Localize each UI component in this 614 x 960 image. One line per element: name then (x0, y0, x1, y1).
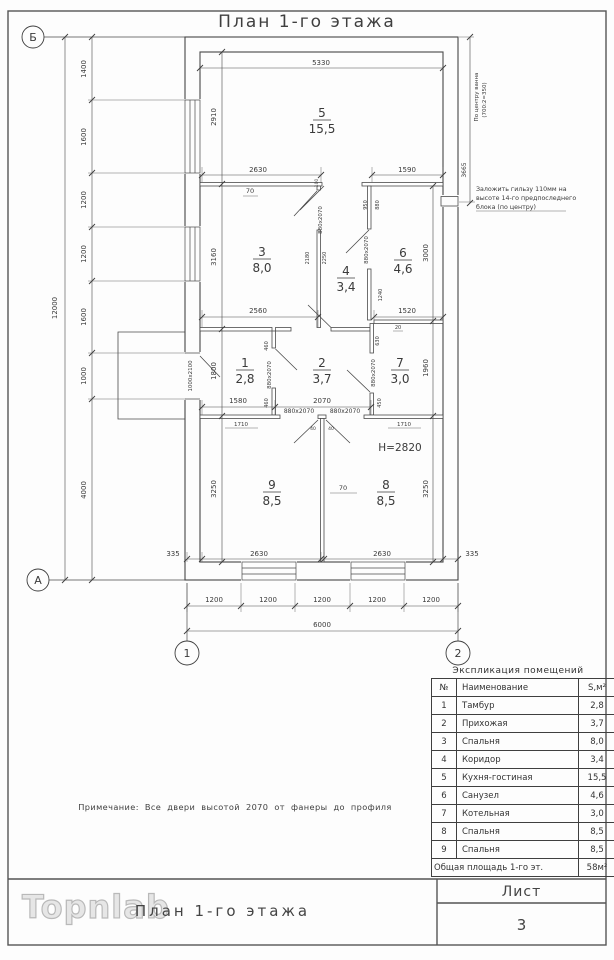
room-area: 8,0 (252, 261, 272, 275)
header-num: № (432, 679, 457, 697)
room-number: 5 (318, 106, 326, 120)
room-number: 3 (258, 245, 266, 259)
room-area: 3,4 (336, 280, 356, 294)
cell-name: Тамбур (457, 697, 579, 715)
dim-label: 1600 (80, 308, 88, 326)
room-area: 8,5 (376, 494, 396, 508)
room-number: 4 (342, 264, 350, 278)
dim-label: 5330 (312, 59, 330, 67)
axis-label: Б (29, 31, 37, 44)
table-row (432, 751, 614, 769)
cell-num: 7 (432, 805, 457, 823)
cell-num: 3 (432, 733, 457, 751)
room-number: 2 (318, 356, 326, 370)
cell-area: 8,5 (579, 841, 614, 859)
room-number: 6 (399, 246, 407, 260)
dim-label: 1240 (378, 288, 384, 302)
room-number: 7 (396, 356, 404, 370)
door-size-label: 880х2070 (364, 236, 370, 264)
door-leaves (200, 186, 370, 443)
dim-label: 2630 (250, 550, 268, 558)
table-row (432, 841, 614, 859)
dim-label: 1590 (398, 166, 416, 174)
dim-label: 335 (465, 550, 479, 558)
right-annotations (461, 73, 576, 211)
bath-center-note: По центру ванна (474, 72, 480, 122)
dim-label: 2630 (249, 166, 267, 174)
dim-label: 1200 (313, 596, 331, 604)
dim-label: 460 (264, 341, 270, 351)
header-name: Наименование (457, 679, 579, 697)
table-row (432, 805, 614, 823)
dim-label: 1200 (422, 596, 440, 604)
dim-label: 1200 (259, 596, 277, 604)
sleeve-note-line: высоте 14-го предпоследнего (476, 195, 577, 202)
door-size-label: 880х2070 (283, 408, 315, 415)
dim-label: 12000 (51, 296, 59, 320)
table-header-row (432, 679, 614, 697)
door-size-label: 880х2070 (329, 408, 361, 415)
bath-center-note: (700:2=350) (482, 82, 488, 118)
room-area: 4,6 (393, 262, 413, 276)
table-row (432, 823, 614, 841)
dim-label: 1200 (368, 596, 386, 604)
dim-label: 3665 (461, 162, 468, 178)
dim-label: 3250 (422, 480, 430, 498)
dim-label: 1960 (422, 359, 430, 377)
dim-label: 3000 (422, 244, 430, 262)
cell-area: 15,5 (579, 769, 614, 787)
door-size-label: 880х2070 (318, 206, 324, 234)
dim-label: 2560 (249, 307, 267, 315)
total-label: Общая площадь 1-го эт. (432, 859, 579, 877)
dimension-lines (65, 37, 470, 631)
ceiling-height-label: H=2820 (378, 442, 422, 454)
room-label-3 (252, 245, 271, 275)
room-area: 3,0 (390, 372, 410, 386)
dimension-labels (51, 59, 479, 629)
room-label-9 (262, 478, 281, 508)
cell-name: Котельная (457, 805, 579, 823)
dim-label: 40 (328, 427, 334, 432)
dim-label: 2910 (210, 108, 218, 126)
cell-num: 2 (432, 715, 457, 733)
dim-label: 2180 (305, 251, 311, 265)
cell-area: 3,0 (579, 805, 614, 823)
axis-label: 2 (454, 647, 462, 660)
dim-label: 70 (245, 187, 255, 195)
cell-name: Санузел (457, 787, 579, 805)
dim-label: 70 (338, 484, 348, 492)
cell-area: 3,7 (579, 715, 614, 733)
header-area: S,м² (579, 679, 614, 697)
table-row (432, 733, 614, 751)
dim-label: 1800 (210, 362, 218, 380)
dim-label: 3250 (210, 480, 218, 498)
sleeve-note-line: Заложить гильзу 110мм на (476, 186, 567, 193)
dim-label: 2250 (322, 251, 328, 265)
door-size-label: 880х2070 (267, 361, 273, 389)
room-label-8 (376, 478, 395, 508)
cell-area: 2,8 (579, 697, 614, 715)
dim-label: 1710 (397, 422, 411, 428)
room-number: 1 (241, 356, 249, 370)
room-area: 8,5 (262, 494, 282, 508)
room-area: 15,5 (308, 122, 336, 136)
cell-num: 4 (432, 751, 457, 769)
dim-label: 450 (377, 398, 383, 408)
cell-area: 3,4 (579, 751, 614, 769)
dim-label: 880 (375, 200, 381, 210)
axis-label: А (34, 574, 42, 587)
room-label-5 (309, 106, 336, 136)
room-label-7 (390, 356, 409, 386)
table-title: Экспликация помещений (452, 666, 584, 676)
porch-outline (118, 332, 185, 419)
dim-label: 460 (264, 398, 270, 408)
dim-label: 4000 (80, 481, 88, 499)
cell-name: Коридор (457, 751, 579, 769)
cell-name: Спальня (457, 823, 579, 841)
room-explication (431, 666, 608, 877)
cell-num: 8 (432, 823, 457, 841)
title-block-drawing-title: План 1-го этажа (134, 902, 311, 920)
logo: Topnlab (22, 888, 170, 926)
page-title: План 1-го этажа (218, 12, 396, 32)
table-row (432, 715, 614, 733)
cell-num: 6 (432, 787, 457, 805)
cell-name: Спальня (457, 841, 579, 859)
dim-label: 6000 (313, 621, 331, 629)
cell-area: 8,0 (579, 733, 614, 751)
cell-num: 9 (432, 841, 457, 859)
sheet-number: 3 (516, 916, 527, 934)
cell-name: Прихожая (457, 715, 579, 733)
dim-label: 1600 (80, 128, 88, 146)
table-row (432, 769, 614, 787)
cell-area: 8,5 (579, 823, 614, 841)
table-row (432, 787, 614, 805)
room-area: 3,7 (312, 372, 332, 386)
room-label-1 (235, 356, 254, 386)
door-size-label: 880х2070 (371, 359, 377, 387)
dim-label: 2070 (313, 397, 331, 405)
dim-label: 1200 (205, 596, 223, 604)
dim-label: 950 (363, 200, 369, 210)
entrance-door-label: 1000х2100 (188, 360, 194, 392)
room-number: 9 (268, 478, 276, 492)
explication-table (431, 678, 614, 877)
dim-label: 1200 (80, 191, 88, 209)
sleeve-note-line: блока (по центру) (476, 204, 536, 211)
dim-label: 630 (375, 336, 381, 346)
cell-name: Кухня-гостиная (457, 769, 579, 787)
dim-label: 335 (166, 550, 180, 558)
dim-label: 1000 (80, 367, 88, 385)
total-value: 58м² (579, 859, 614, 877)
cell-area: 4,6 (579, 787, 614, 805)
cell-num: 1 (432, 697, 457, 715)
dim-label: 20 (394, 325, 402, 331)
cell-name: Спальня (457, 733, 579, 751)
sheet-label: Лист (501, 884, 542, 900)
room-number: 8 (382, 478, 390, 492)
room-area: 2,8 (235, 372, 255, 386)
dim-label: 1200 (80, 245, 88, 263)
cell-num: 5 (432, 769, 457, 787)
table-row (432, 697, 614, 715)
dim-label: 40 (310, 427, 316, 432)
dim-label: 1520 (398, 307, 416, 315)
dim-label: 1580 (229, 397, 247, 405)
dim-label: 2630 (373, 550, 391, 558)
drawing-note: Примечание: Все двери высотой 2070 от фанеры до профиля (78, 802, 392, 812)
dim-label: 1400 (80, 60, 88, 78)
dim-label: 3160 (210, 248, 218, 266)
room-label-4 (336, 264, 355, 294)
dimension-ticks (62, 34, 473, 634)
table-total-row (432, 859, 614, 877)
axis-label: 1 (183, 647, 191, 660)
dim-label: 100 (315, 178, 320, 188)
dim-label: 1710 (234, 422, 248, 428)
room-label-6 (393, 246, 412, 276)
room-label-2 (312, 356, 331, 386)
